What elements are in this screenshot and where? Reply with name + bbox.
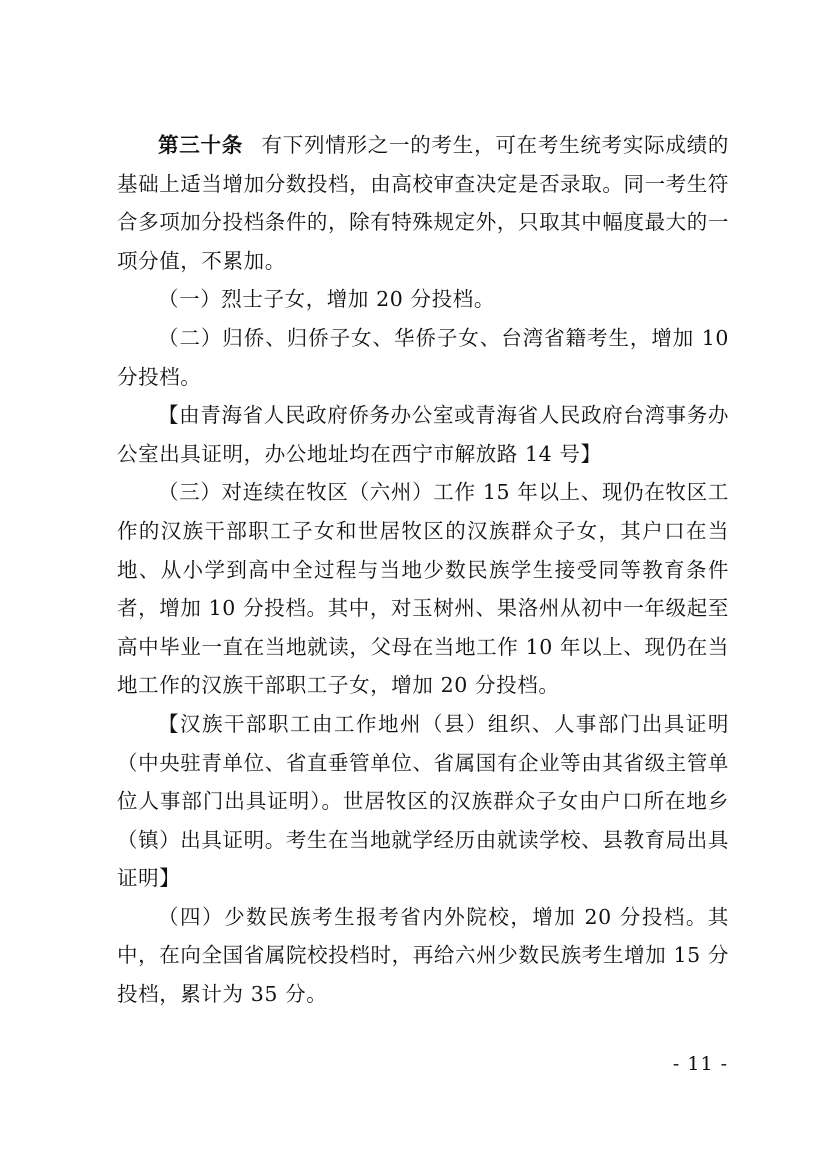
clause-3-paragraph: （三）对连续在牧区（六州）工作 15 年以上、现仍在牧区工作的汉族干部职工子女和世居牧区的汉族群众子女，其户口在当地、从小学到高中全过程与当地少数民族学生接受同等教育条件者，增加 10 分投档。其中，对玉树州、果洛州从初中一年级起至高中毕业一直在当地就读，父母在当地工作 10 年以上、现仍在当地工作的汉族干部职工子女，增加 20 分投档。 (117, 480, 729, 698)
clause-3-note-paragraph: 【汉族干部职工由工作地州（县）组织、人事部门出具证明（中央驻青单位、省直垂管单位、省属国有企业等由其省级主管单位人事部门出具证明）。世居牧区的汉族群众子女由户口所在地乡（镇）出具证明。考生在当地就学经历由就读学校、县教育局出具证明】 (117, 711, 729, 891)
article-label: 第三十条 (158, 133, 244, 157)
article-30-intro-paragraph (117, 126, 729, 280)
clause-4-paragraph: （四）少数民族考生报考省内外院校，增加 20 分投档。其中，在向全国省属院校投档时，再给六州少数民族考生增加 15 分投档，累计为 35 分。 (117, 904, 729, 1007)
clause-2-paragraph: （二）归侨、归侨子女、华侨子女、台湾省籍考生，增加 10 分投档。 (117, 325, 729, 389)
document-body (117, 126, 729, 1014)
paragraph-text: 有下列情形之一的考生，可在考生统考实际成绩的基础上适当增加分数投档，由高校审查决定是否录取。同一考生符合多项加分投档条件的，除有特殊规定外，只取其中幅度最大的一项分值，不累加。 (117, 133, 730, 273)
page-number: - 11 - (672, 1053, 728, 1075)
clause-2-note-paragraph: 【由青海省人民政府侨务办公室或青海省人民政府台湾事务办公室出具证明，办公地址均在西宁市解放路 14 号】 (117, 403, 729, 466)
clause-1-paragraph: （一）烈士子女，增加 20 分投档。 (158, 287, 495, 312)
